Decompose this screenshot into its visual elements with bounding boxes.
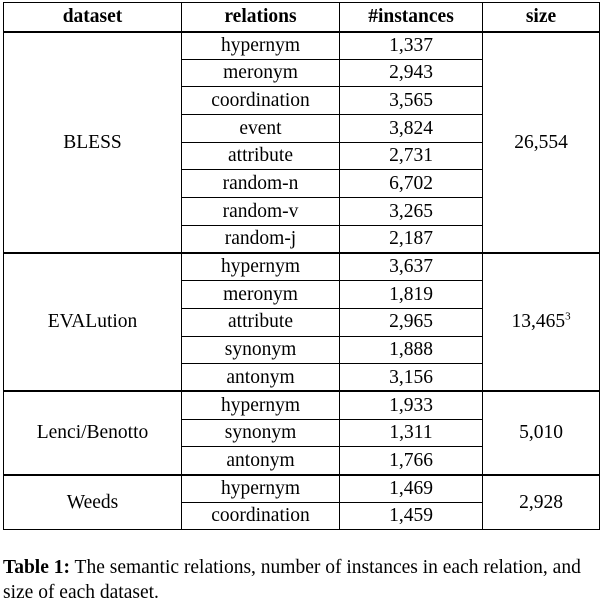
instances-cell: 1,459 [340, 502, 483, 530]
instances-cell: 1,311 [340, 419, 483, 447]
instances-cell: 2,965 [340, 308, 483, 336]
footnote-marker: 3 [565, 310, 571, 323]
relation-cell: meronym [182, 281, 340, 309]
relation-cell: coordination [182, 87, 340, 115]
size-cell [483, 253, 600, 391]
table-row [4, 32, 600, 60]
size-cell [483, 475, 600, 530]
relation-cell: random-v [182, 198, 340, 226]
table-body [4, 32, 600, 530]
instances-cell: 3,265 [340, 198, 483, 226]
table-row [4, 475, 600, 503]
relation-cell: synonym [182, 336, 340, 364]
header-relations: relations [182, 3, 340, 32]
relation-cell: meronym [182, 59, 340, 87]
relation-cell: hypernym [182, 32, 340, 60]
instances-cell: 3,824 [340, 115, 483, 143]
instances-cell: 1,469 [340, 475, 483, 503]
header-row [4, 3, 600, 32]
header-size: size [483, 3, 600, 32]
relation-cell: hypernym [182, 391, 340, 419]
size-value: 2,928 [519, 491, 563, 513]
relation-cell: event [182, 115, 340, 143]
dataset-cell: BLESS [4, 32, 182, 254]
header-dataset: dataset [4, 3, 182, 32]
instances-cell: 1,337 [340, 32, 483, 60]
instances-cell: 2,731 [340, 142, 483, 170]
dataset-cell: Weeds [4, 475, 182, 530]
relation-cell: attribute [182, 308, 340, 336]
dataset-cell: Lenci/Benotto [4, 391, 182, 474]
instances-cell: 3,565 [340, 87, 483, 115]
table-row [4, 391, 600, 419]
size-value: 26,554 [514, 131, 568, 153]
relation-cell: attribute [182, 142, 340, 170]
relation-cell: hypernym [182, 475, 340, 503]
relation-cell: hypernym [182, 253, 340, 281]
size-value: 5,010 [519, 422, 563, 444]
instances-cell: 1,933 [340, 391, 483, 419]
caption-text: The semantic relations, number of instances in each relation, and size of each dataset. [3, 557, 581, 603]
relation-cell: synonym [182, 419, 340, 447]
relation-cell: antonym [182, 447, 340, 475]
relation-cell: antonym [182, 364, 340, 392]
relation-cell: random-n [182, 170, 340, 198]
instances-cell: 3,637 [340, 253, 483, 281]
relation-cell: coordination [182, 502, 340, 530]
size-cell [483, 32, 600, 254]
dataset-cell: EVALution [4, 253, 182, 391]
instances-cell: 1,766 [340, 447, 483, 475]
size-cell [483, 391, 600, 474]
instances-cell: 1,888 [340, 336, 483, 364]
caption-label: Table 1: [3, 557, 71, 578]
relations-table [3, 2, 600, 530]
header-instances: #instances [340, 3, 483, 32]
table-caption [3, 555, 606, 605]
size-value: 13,465 [511, 311, 566, 333]
instances-cell: 2,943 [340, 59, 483, 87]
instances-cell: 3,156 [340, 364, 483, 392]
instances-cell: 1,819 [340, 281, 483, 309]
instances-cell: 6,702 [340, 170, 483, 198]
table-row [4, 253, 600, 281]
relation-cell: random-j [182, 225, 340, 253]
instances-cell: 2,187 [340, 225, 483, 253]
